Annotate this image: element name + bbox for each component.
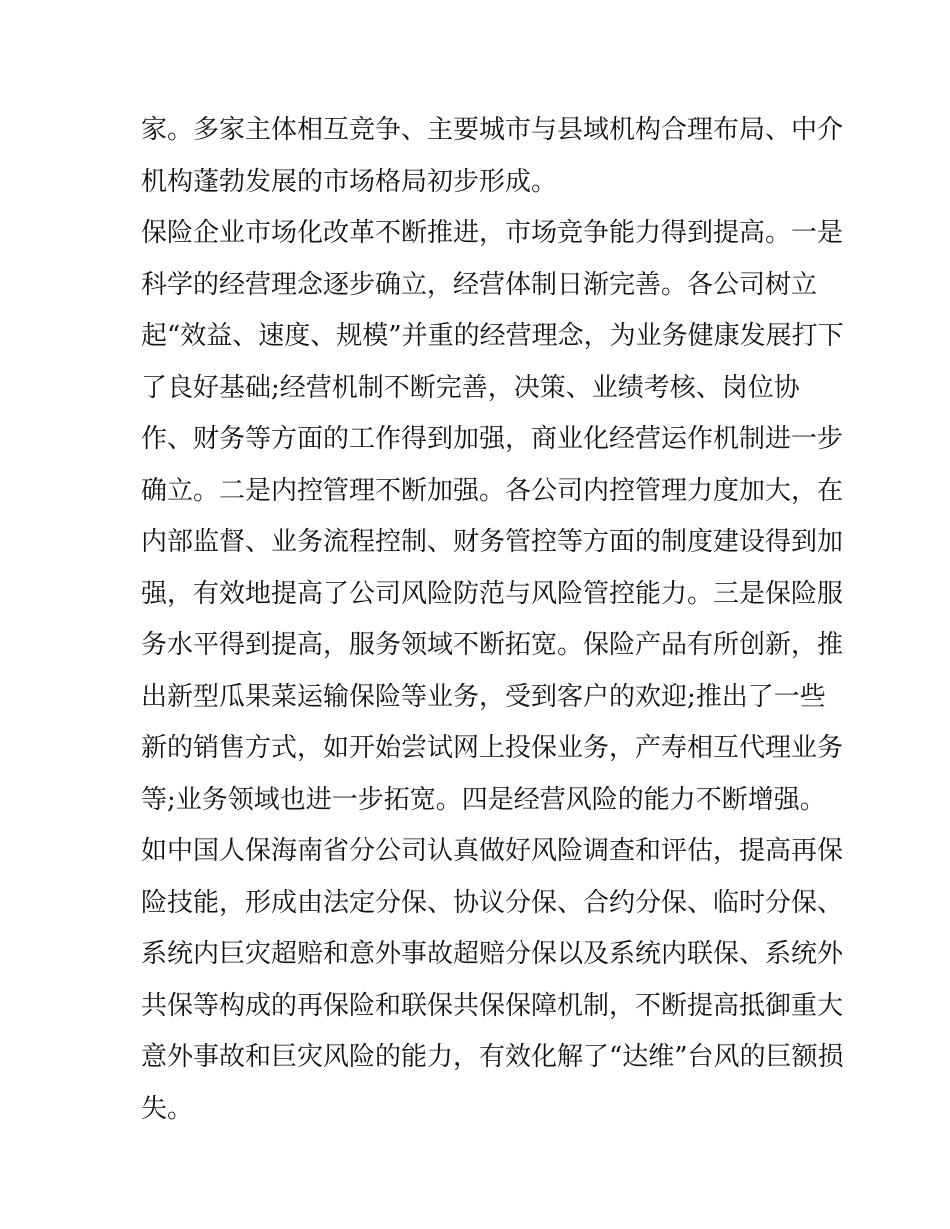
text-line: 作、财务等方面的工作得到加强，商业化经营运作机制进一步 [141, 424, 844, 454]
text-line: 科学的经营理念逐步确立，经营体制日渐完善。各公司树立 [141, 269, 818, 300]
text-line: 确立。二是内控管理不断加强。各公司内控管理力度加大，在 [141, 475, 844, 506]
text-line: 强，有效地提高了公司风险防范与风险管控能力。三是保险服 [141, 578, 844, 609]
text-line: 务水平得到提高，服务领域不断拓宽。保险产品有所创新，推 [141, 630, 844, 660]
text-line: 机构蓬勃发展的市场格局初步形成。 [141, 166, 558, 197]
text-line: 意外事故和巨灾风险的能力，有效化解了“达维”台风的巨额损 [141, 1042, 844, 1072]
text-line: 失。 [141, 1093, 194, 1124]
text-line: 出新型瓜果菜运输保险等业务，受到客户的欢迎;推出了一些 [141, 681, 826, 712]
text-line: 了良好基础;经营机制不断完善，决策、业绩考核、岗位协 [141, 372, 800, 403]
text-line: 新的销售方式，如开始尝试网上投保业务，产寿相互代理业务 [141, 733, 844, 763]
text-line: 家。多家主体相互竞争、主要城市与县域机构合理布局、中介 [141, 115, 844, 145]
text-line: 等;业务领域也进一步拓宽。四是经营风险的能力不断增强。 [141, 784, 826, 815]
body-text [141, 105, 844, 1135]
text-line: 系统内巨灾超赔和意外事故超赔分保以及系统内联保、系统外 [141, 939, 844, 969]
text-line: 起“效益、速度、规模”并重的经营理念，为业务健康发展打下 [141, 321, 844, 351]
text-line: 如中国人保海南省分公司认真做好风险调查和评估，提高再保 [141, 836, 844, 866]
text-line: 共保等构成的再保险和联保共保保障机制，不断提高抵御重大 [141, 990, 844, 1021]
text-line: 保险企业市场化改革不断推进，市场竞争能力得到提高。一是 [141, 218, 844, 248]
text-line: 险技能，形成由法定分保、协议分保、合约分保、临时分保、 [141, 887, 844, 918]
text-line: 内部监督、业务流程控制、财务管控等方面的制度建设得到加 [141, 527, 844, 557]
